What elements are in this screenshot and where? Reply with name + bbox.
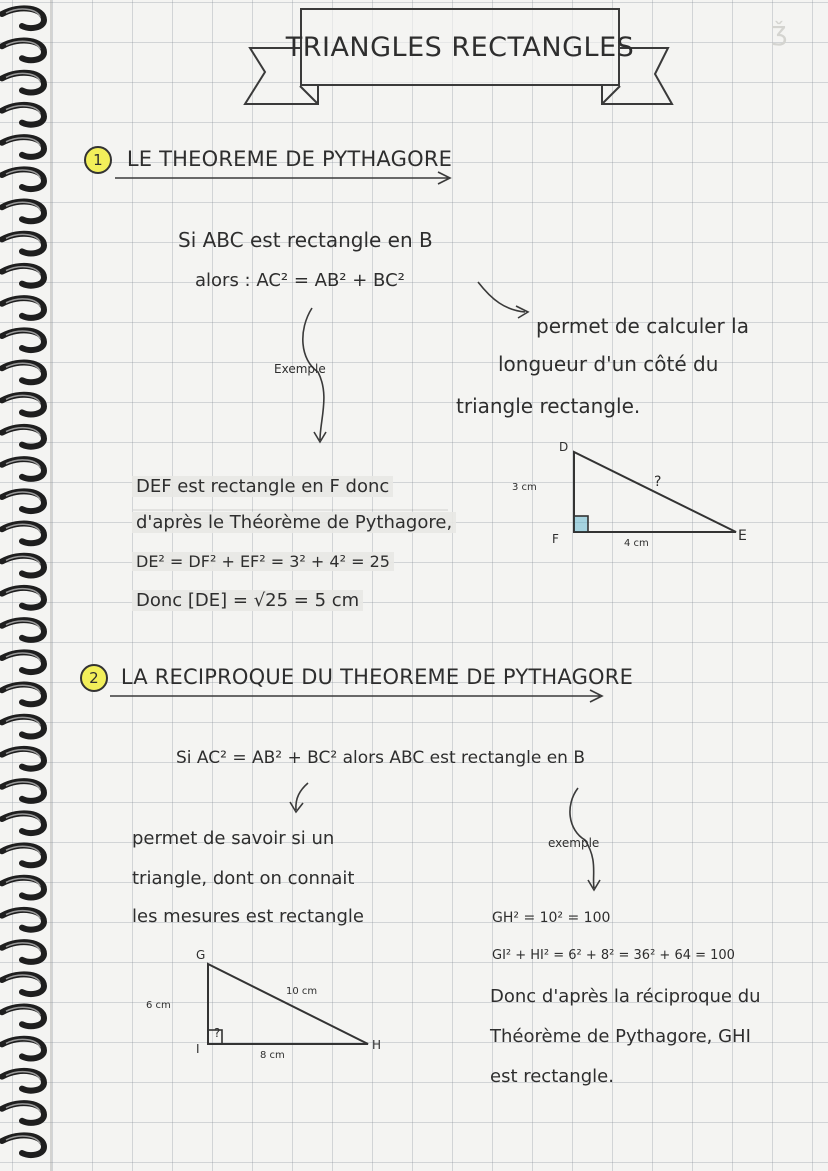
note-arrow-icon — [478, 282, 528, 318]
triangle2-label-g: G — [196, 948, 206, 962]
section1-heading — [84, 146, 452, 174]
triangle1-side-de: ? — [654, 474, 662, 490]
note1-line1: permet de calculer la — [536, 314, 749, 338]
triangle2-side-gh: 10 cm — [286, 986, 318, 997]
theorem-statement-line2: alors : AC² = AB² + BC² — [195, 270, 405, 291]
triangle2-label-h: H — [372, 1038, 382, 1052]
example1-line3: DE² = DF² + EF² = 3² + 4² = 25 — [132, 552, 394, 571]
watermark-logo: Ǯ — [770, 22, 788, 52]
section2-heading — [80, 664, 633, 692]
spiral-binding — [0, 0, 60, 1171]
triangle-def — [574, 452, 736, 532]
triangle1-label-e: E — [738, 528, 747, 544]
example2-line5: est rectangle. — [490, 1066, 614, 1087]
example2-line4: Théorème de Pythagore, GHI — [490, 1026, 751, 1047]
triangle1-side-df: 3 cm — [512, 482, 537, 493]
note1-line3: triangle rectangle. — [456, 394, 641, 418]
triangle2-side-ih: 8 cm — [260, 1050, 285, 1061]
triangle1-side-fe: 4 cm — [624, 538, 649, 549]
triangle2-label-i: I — [196, 1042, 200, 1056]
section2-title: LA RECIPROQUE DU THEOREME DE PYTHAGORE — [120, 665, 634, 689]
note2-line3: les mesures est rectangle — [132, 906, 364, 927]
page-title: TRIANGLES RECTANGLES — [300, 8, 620, 86]
example2-label: exemple — [548, 836, 600, 850]
example1-label: Exemple — [274, 362, 326, 376]
example2-line1: GH² = 10² = 100 — [492, 910, 611, 926]
example2-line2: GI² + HI² = 6² + 8² = 36² + 64 = 100 — [492, 948, 735, 963]
example1-line4: Donc [DE] = √25 = 5 cm — [132, 590, 363, 611]
note1-line2: longueur d'un côté du — [498, 352, 719, 376]
reciprocal-statement: Si AC² = AB² + BC² alors ABC est rectangle en B — [176, 748, 585, 768]
theorem-statement-line1: Si ABC est rectangle en B — [178, 228, 433, 252]
triangle1-label-d: D — [559, 440, 569, 454]
example2-line3: Donc d'après la réciproque du — [490, 986, 761, 1007]
triangle2-side-gi: 6 cm — [146, 1000, 171, 1011]
triangle2-angle-mark: ? — [214, 1026, 221, 1040]
note2-arrow-icon — [290, 783, 308, 812]
note2-line1: permet de savoir si un — [132, 828, 335, 849]
note2-line2: triangle, dont on connait — [132, 868, 355, 889]
section1-number: 1 — [84, 146, 112, 174]
section1-title: LE THEOREME DE PYTHAGORE — [126, 147, 453, 171]
example1-line2: d'après le Théorème de Pythagore, — [132, 512, 456, 533]
triangle1-label-f: F — [552, 532, 559, 546]
example1-line1: DEF est rectangle en F donc — [132, 476, 393, 497]
section2-number: 2 — [80, 664, 108, 692]
triangle-gih — [208, 964, 368, 1044]
